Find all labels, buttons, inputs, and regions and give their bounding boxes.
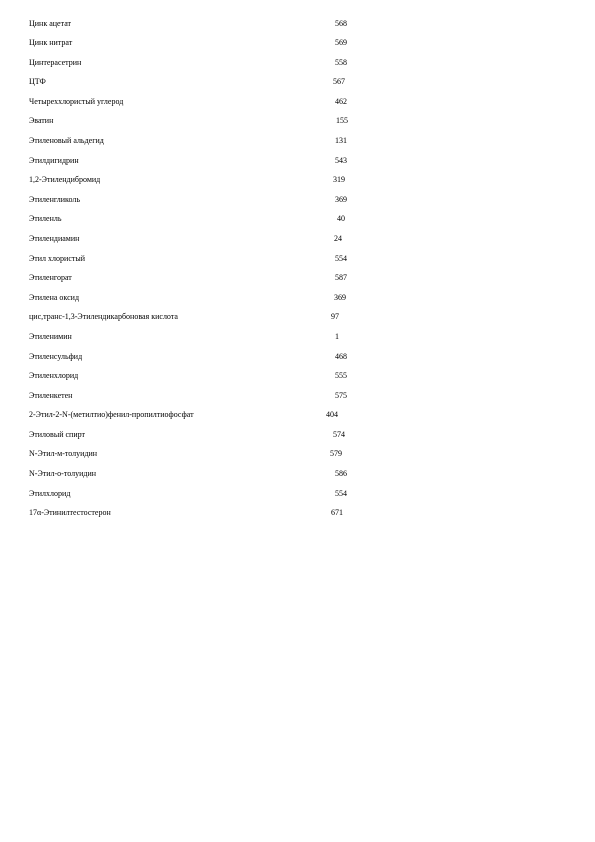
list-item — [0, 389, 595, 403]
list-item — [0, 467, 595, 481]
list-item — [0, 173, 595, 187]
item-name: 17α-Этинилтестостерон — [29, 508, 111, 517]
item-value: 558 — [335, 58, 347, 67]
item-value: 97 — [331, 312, 339, 321]
item-name: Этиленгорат — [29, 273, 72, 282]
item-value: 554 — [335, 489, 347, 498]
list-item — [0, 36, 595, 50]
list-item — [0, 487, 595, 501]
item-name: цис,транс-1,3-Этилендикарбоновая кислота — [29, 312, 178, 321]
item-value: 568 — [335, 19, 347, 28]
item-name: Этил хлористый — [29, 254, 86, 263]
item-name: N-Этил-о-толуидин — [29, 469, 97, 478]
item-value: 671 — [331, 508, 343, 517]
item-name: Цинтерасетрин — [29, 58, 82, 67]
list-item — [0, 310, 595, 324]
list-item — [0, 212, 595, 226]
list-item — [0, 428, 595, 442]
item-value: 579 — [330, 449, 342, 458]
list-item — [0, 408, 595, 422]
list-item — [0, 447, 595, 461]
list-item — [0, 271, 595, 285]
item-name: Этиленимин — [29, 332, 72, 341]
list-item — [0, 75, 595, 89]
item-value: 369 — [335, 195, 347, 204]
item-name: Этилхлорид — [29, 489, 71, 498]
item-value: 567 — [333, 77, 345, 86]
item-name: N-Этил-м-толуидин — [29, 449, 98, 458]
item-value: 575 — [335, 391, 347, 400]
list-item — [0, 134, 595, 148]
list-item — [0, 193, 595, 207]
item-value: 24 — [334, 234, 342, 243]
item-name: Этиловый спирт — [29, 430, 85, 439]
list-item — [0, 232, 595, 246]
item-name: Этиленкетен — [29, 391, 73, 400]
item-value: 155 — [336, 116, 348, 125]
item-name: Цинк ацетат — [29, 19, 72, 28]
item-name: Этилена оксид — [29, 293, 80, 302]
list-item — [0, 291, 595, 305]
list-item — [0, 95, 595, 109]
list-item — [0, 17, 595, 31]
item-name: Эватин — [29, 116, 54, 125]
item-value: 404 — [326, 410, 338, 419]
item-name: ЦТФ — [29, 77, 46, 86]
item-value: 468 — [335, 352, 347, 361]
item-value: 462 — [335, 97, 347, 106]
list-item — [0, 154, 595, 168]
item-value: 1 — [335, 332, 339, 341]
item-value: 555 — [335, 371, 347, 380]
item-value: 587 — [335, 273, 347, 282]
list-item — [0, 330, 595, 344]
item-name: 2-Этил-2-N-(метилтио)фенил-пропилтиофосфат — [29, 410, 194, 419]
list-item — [0, 369, 595, 383]
item-name: Этиленгликоль — [29, 195, 81, 204]
item-name: 1,2-Этилендибромид — [29, 175, 101, 184]
item-name: Этилендиамин — [29, 234, 80, 243]
list-item — [0, 114, 595, 128]
item-value: 586 — [335, 469, 347, 478]
item-name: Цинк нитрат — [29, 38, 73, 47]
item-name: Этиленль — [29, 214, 62, 223]
item-value: 554 — [335, 254, 347, 263]
item-name: Этилдигидрин — [29, 156, 79, 165]
list-item — [0, 506, 595, 520]
item-name: Этиленовый альдегид — [29, 136, 104, 145]
item-value: 569 — [335, 38, 347, 47]
item-value: 319 — [333, 175, 345, 184]
item-name: Четыреххлористый углерод — [29, 97, 124, 106]
item-name: Этиленсульфид — [29, 352, 83, 361]
list-item — [0, 252, 595, 266]
item-value: 543 — [335, 156, 347, 165]
item-value: 574 — [333, 430, 345, 439]
item-value: 40 — [337, 214, 345, 223]
item-name: Этиленхлорид — [29, 371, 79, 380]
item-value: 369 — [334, 293, 346, 302]
item-value: 131 — [335, 136, 347, 145]
list-item — [0, 56, 595, 70]
list-item — [0, 350, 595, 364]
